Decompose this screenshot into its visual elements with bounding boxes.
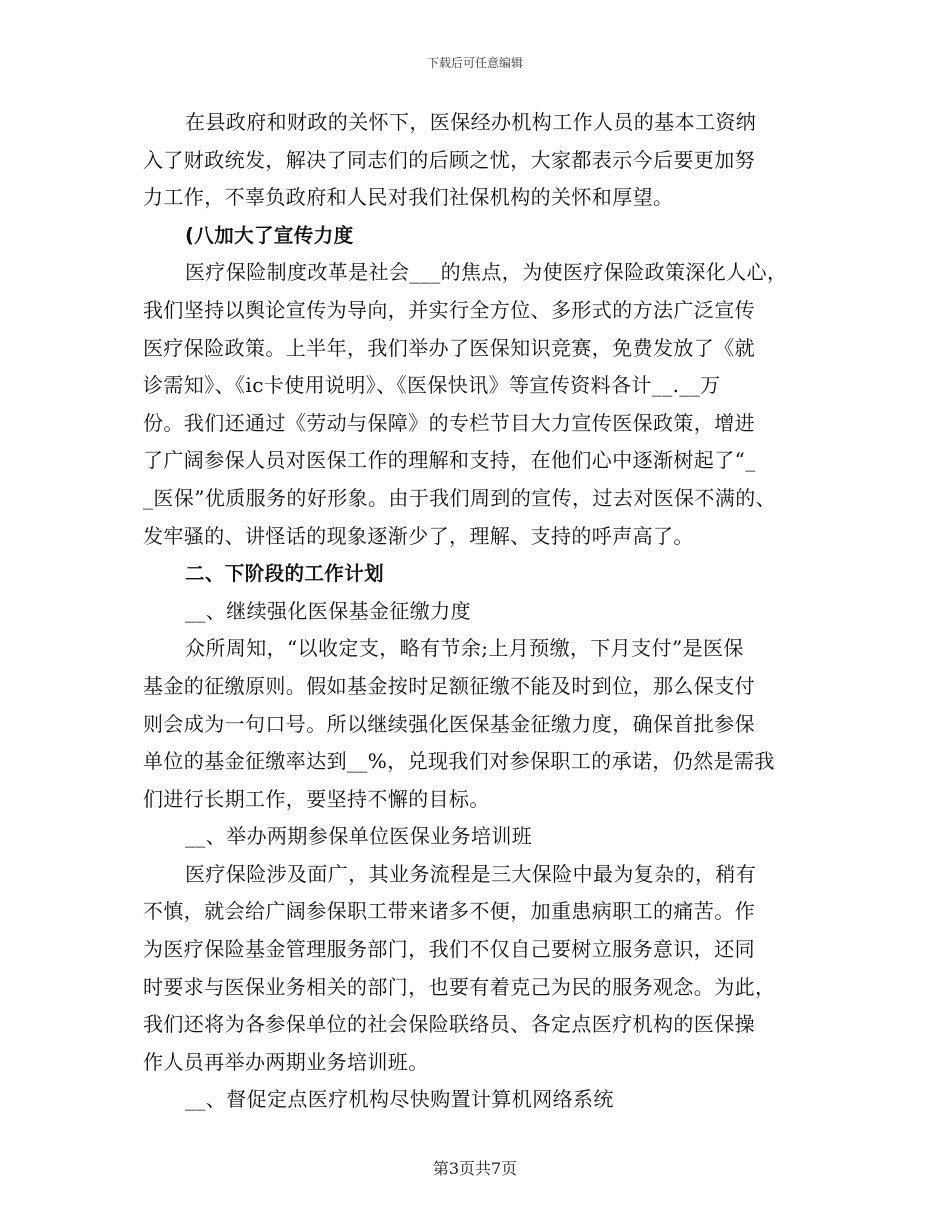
section-heading: 二、下阶段的工作计划 xyxy=(185,562,385,586)
text-line: 了广阔参保人员对医保工作的理解和支持，在他们心中逐渐树起了“_ xyxy=(143,448,756,473)
text-line: 时要求与医保业务相关的部门，也要有着克己为民的服务观念。为此， xyxy=(143,974,776,999)
text-line: 在县政府和财政的关怀下，医保经办机构工作人员的基本工资纳 xyxy=(185,110,757,134)
text-line: 医疗保险制度改革是社会___的焦点，为使医疗保险政策深化人心， xyxy=(185,260,788,285)
text-line: 众所周知，“以收定支，略有节余;上月预缴，下月支付”是医保 xyxy=(185,636,744,661)
text-line: __、举办两期参保单位医保业务培训班 xyxy=(185,824,533,849)
text-line: 诊需知》、《ic卡使用说明》、《医保快讯》等宣传资料各计__.__万 xyxy=(143,373,721,398)
text-line: __、督促定点医疗机构尽快购置计算机网络系统 xyxy=(185,1087,614,1112)
text-line: 我们还将为各参保单位的社会保险联络员、各定点医疗机构的医保操 xyxy=(143,1012,755,1037)
text-line: 医疗保险政策。上半年，我们举办了医保知识竞赛，免费发放了《就 xyxy=(143,335,755,360)
text-line: 基金的征缴原则。假如基金按时足额征缴不能及时到位，那么保支付 xyxy=(143,673,755,698)
text-line: 我们坚持以舆论宣传为导向，并实行全方位、多形式的方法广泛宣传 xyxy=(143,297,755,322)
text-line: 作人员再举办两期业务培训班。 xyxy=(143,1049,429,1074)
text-line: 为医疗保险基金管理服务部门，我们不仅自己要树立服务意识，还同 xyxy=(143,937,755,962)
section-heading: (八加大了宣传力度 xyxy=(185,223,354,247)
page-number: 第3页共7页 xyxy=(432,1159,518,1178)
text-line: 则会成为一句口号。所以继续强化医保基金征缴力度，确保首批参保 xyxy=(143,711,755,736)
document-body xyxy=(143,104,813,1119)
text-line: _医保”优质服务的好形象。由于我们周到的宣传，过去对医保不满的、 xyxy=(143,485,777,510)
text-line: 力工作，不辜负政府和人民对我们社保机构的关怀和厚望。 xyxy=(143,185,674,210)
text-line: __、继续强化医保基金征缴力度 xyxy=(185,598,471,623)
page-header-note: 下载后可任意编辑 xyxy=(426,56,523,70)
text-line: 医疗保险涉及面广，其业务流程是三大保险中最为复杂的，稍有 xyxy=(185,861,757,886)
text-line: 发牢骚的、讲怪话的现象逐渐少了，理解、支持的呼声高了。 xyxy=(143,523,694,548)
text-line: 们进行长期工作，要坚持不懈的目标。 xyxy=(143,786,490,811)
text-line: 入了财政统发，解决了同志们的后顾之忧，大家都表示今后要更加努 xyxy=(143,147,755,172)
text-line: 份。我们还通过《劳动与保障》的专栏节目大力宣传医保政策，增进 xyxy=(143,410,755,435)
text-line: 不慎，就会给广阔参保职工带来诸多不便，加重患病职工的痛苦。作 xyxy=(143,899,755,924)
text-line: 单位的基金征缴率达到__%，兑现我们对参保职工的承诺，仍然是需我 xyxy=(143,749,775,774)
